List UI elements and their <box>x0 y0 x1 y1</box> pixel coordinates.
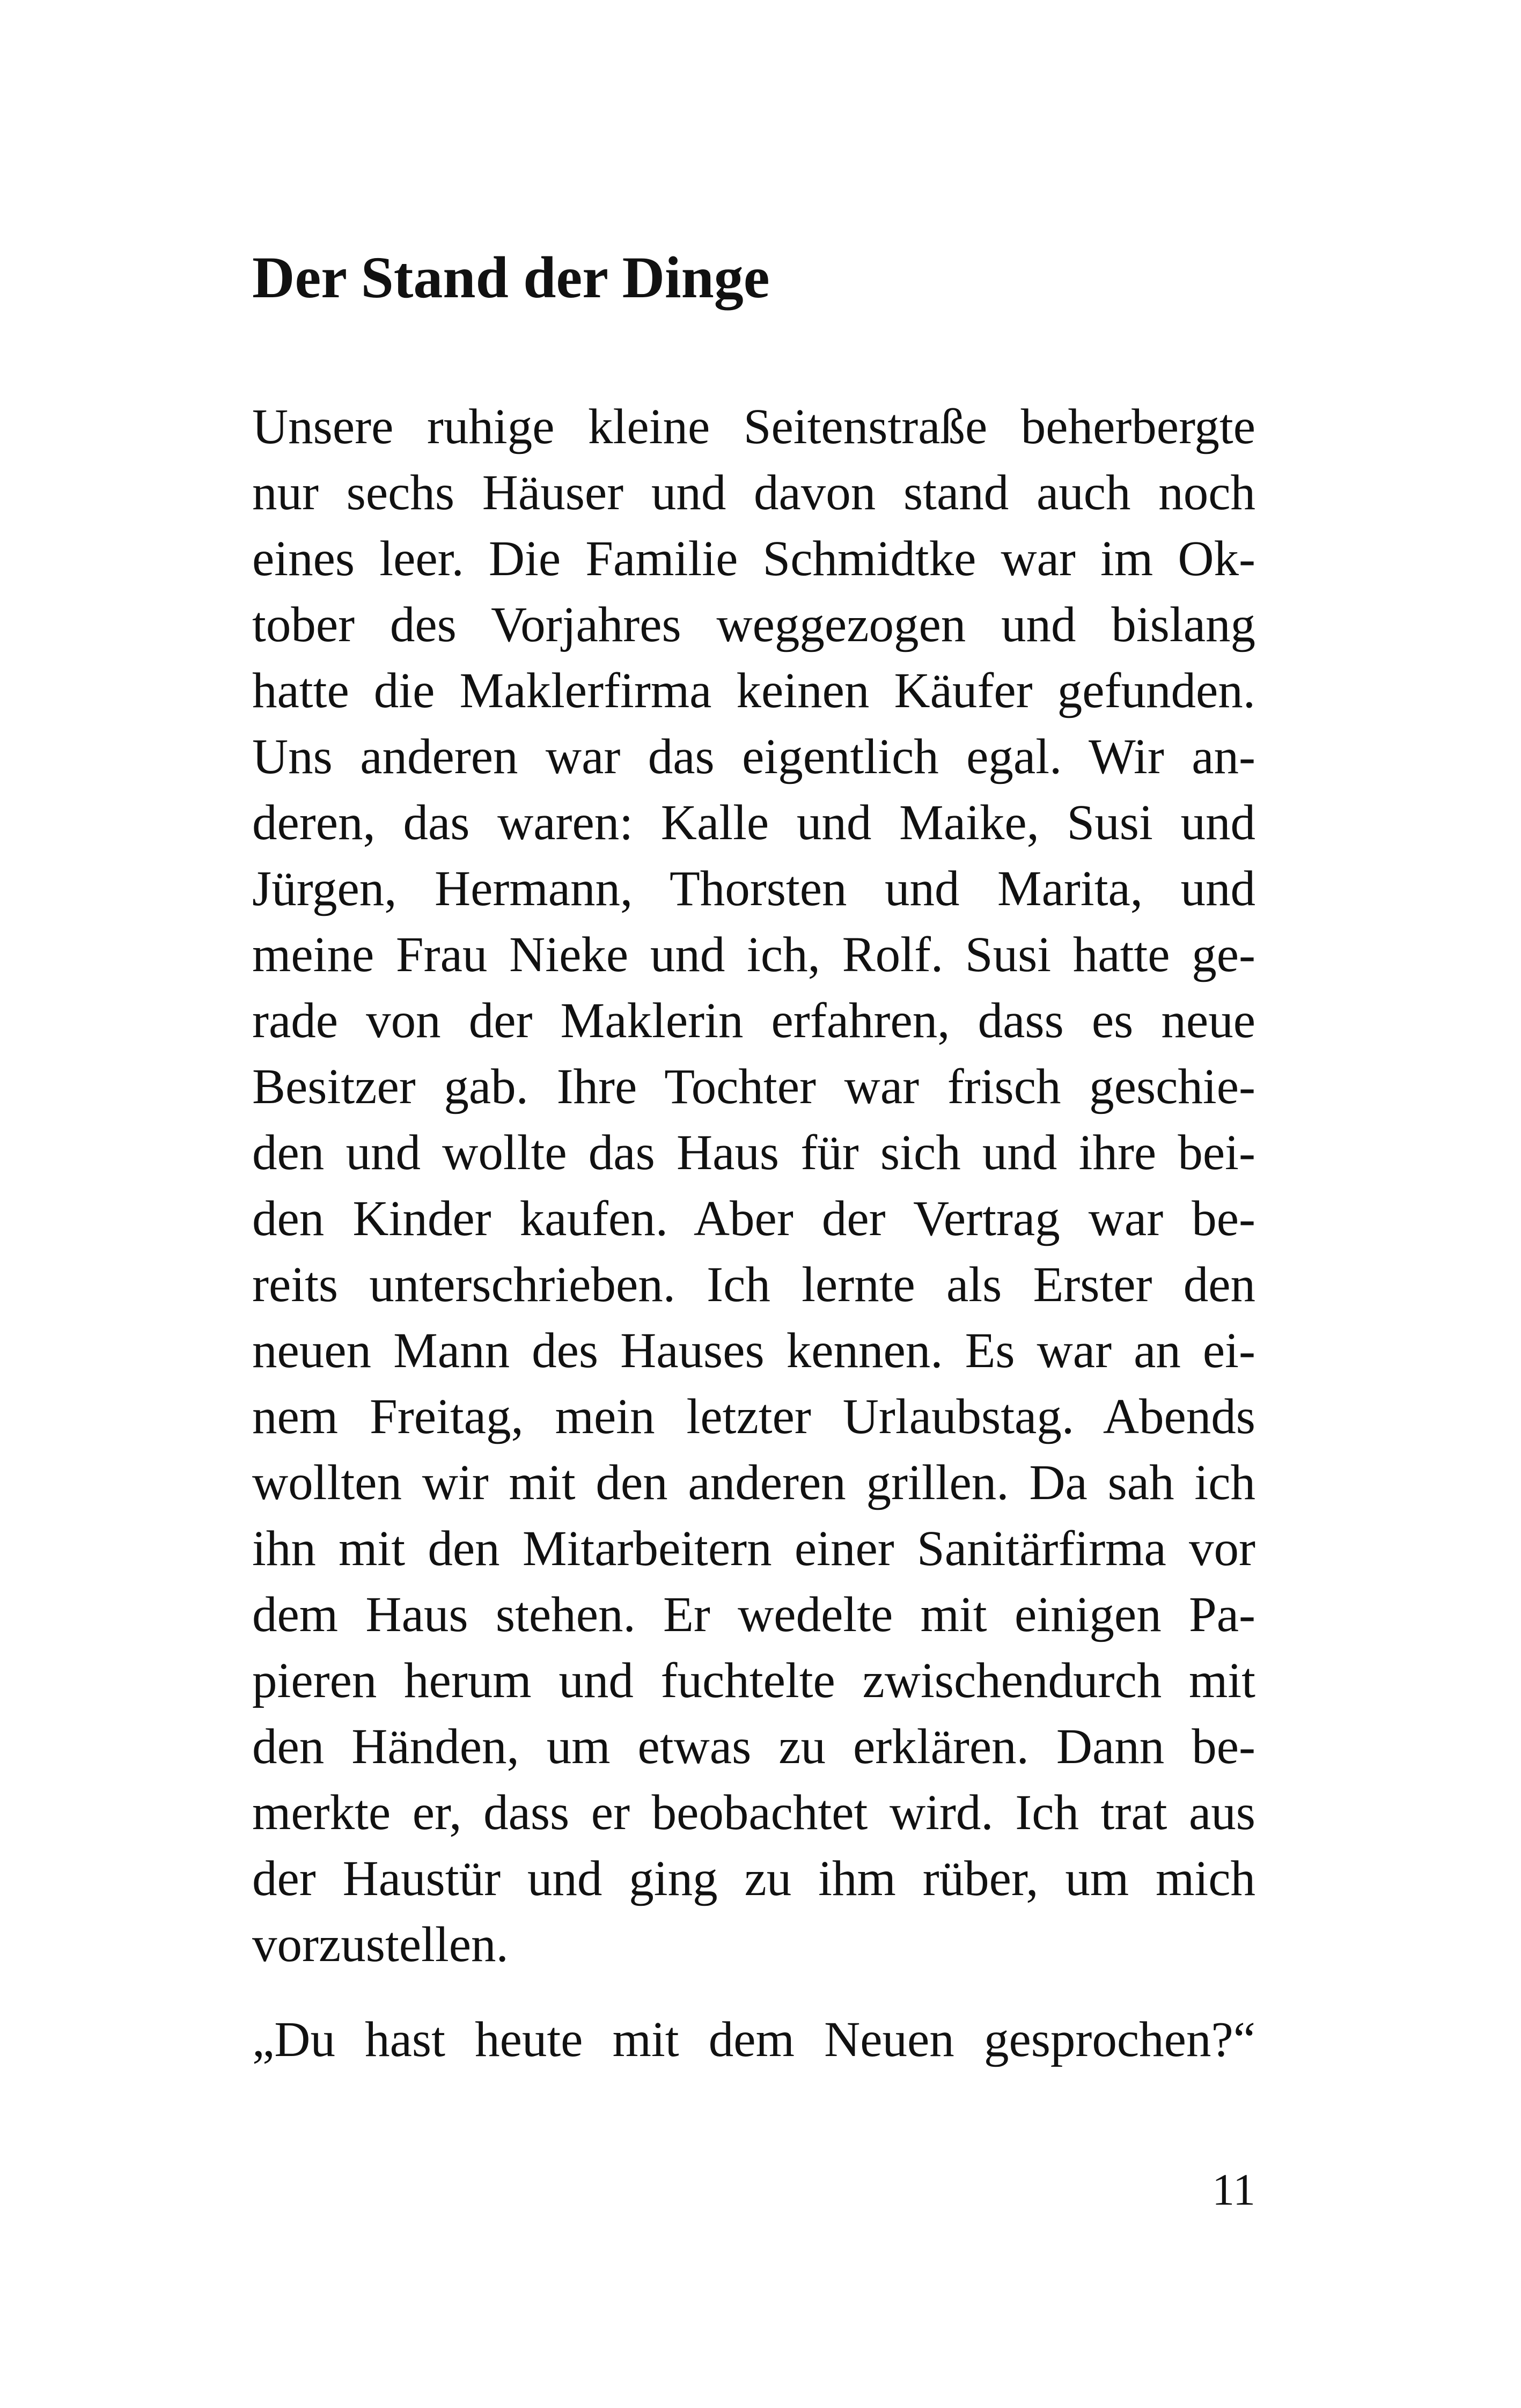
paragraph-line: Besitzer gab. Ihre Tochter war frisch geschie- <box>252 1059 1255 1114</box>
paragraph-line-last: vorzustellen. <box>252 1917 509 1972</box>
paragraph-line: rade von der Maklerin erfahren, dass es neue <box>252 993 1255 1048</box>
paragraph-line: wollten wir mit den anderen grillen. Da sah ich <box>252 1455 1255 1510</box>
paragraph-line: hatte die Maklerfirma keinen Käufer gefunden. <box>252 663 1255 718</box>
page-number: 11 <box>1212 2165 1255 2215</box>
paragraph-line: eines leer. Die Familie Schmidtke war im Ok- <box>252 531 1255 586</box>
dialogue-line: „Du hast heute mit dem Neuen gesprochen?“ <box>252 2012 1255 2067</box>
paragraph-line: ihn mit den Mitarbeitern einer Sanitärfirma vor <box>252 1521 1255 1576</box>
paragraph-line: pieren herum und fuchtelte zwischendurch mit <box>252 1653 1255 1708</box>
paragraph-line: reits unterschrieben. Ich lernte als Erster den <box>252 1257 1255 1312</box>
paragraph-line: meine Frau Nieke und ich, Rolf. Susi hatte ge- <box>252 927 1255 982</box>
paragraph-line: den und wollte das Haus für sich und ihre bei- <box>252 1125 1255 1180</box>
paragraph-line: den Kinder kaufen. Aber der Vertrag war be- <box>252 1191 1255 1246</box>
paragraph-line: nem Freitag, mein letzter Urlaubstag. Abends <box>252 1389 1255 1444</box>
paragraph-line: nur sechs Häuser und davon stand auch noch <box>252 465 1255 520</box>
paragraph-line: deren, das waren: Kalle und Maike, Susi und <box>252 795 1255 850</box>
paragraph-line: den Händen, um etwas zu erklären. Dann be- <box>252 1719 1255 1774</box>
paragraph-line: merkte er, dass er beobachtet wird. Ich trat aus <box>252 1785 1255 1840</box>
paragraph-line: dem Haus stehen. Er wedelte mit einigen Pa- <box>252 1587 1255 1642</box>
paragraph-line: der Haustür und ging zu ihm rüber, um mich <box>252 1851 1255 1906</box>
paragraph-line: neuen Mann des Hauses kennen. Es war an ei- <box>252 1323 1255 1378</box>
paragraph-line: Uns anderen war das eigentlich egal. Wir an- <box>252 729 1255 784</box>
paragraph-line: tober des Vorjahres weggezogen und bislang <box>252 597 1255 652</box>
paragraph-line: Unsere ruhige kleine Seitenstraße beherbergte <box>252 399 1255 454</box>
paragraph-line: Jürgen, Hermann, Thorsten und Marita, und <box>252 861 1255 916</box>
chapter-title: Der Stand der Dinge <box>252 245 770 310</box>
paragraph <box>252 394 1255 1978</box>
